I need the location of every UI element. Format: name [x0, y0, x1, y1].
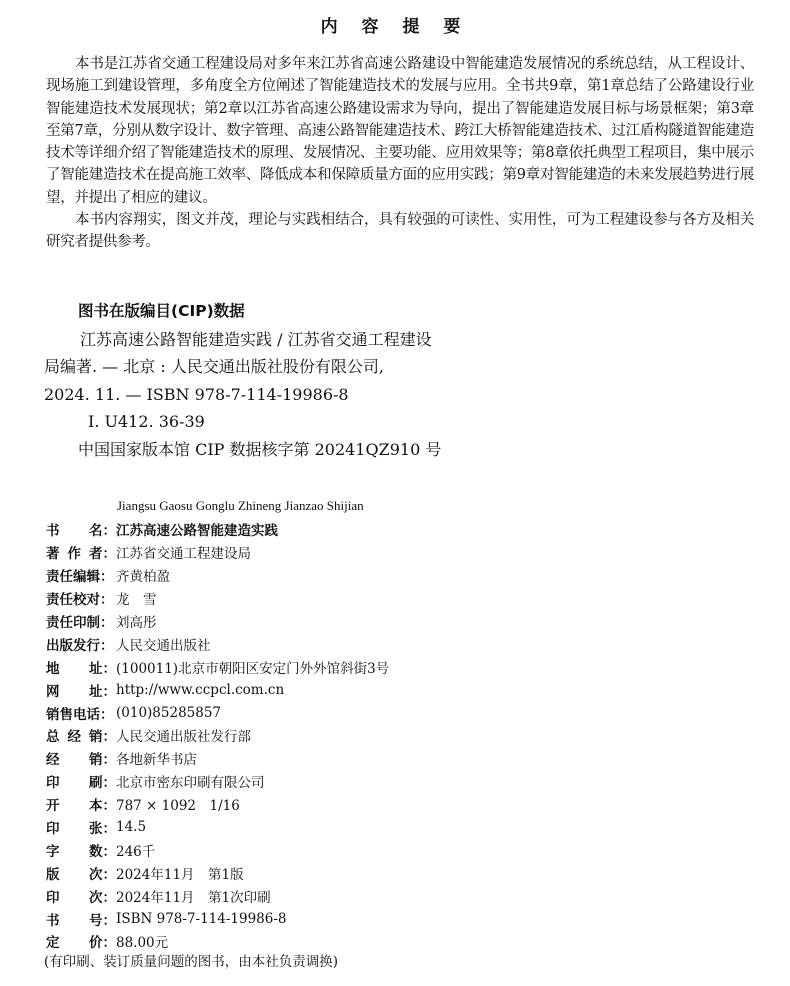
- info-row: [46, 838, 746, 861]
- info-label-part: 版: [46, 866, 60, 883]
- abstract-paragraph-2: 本书内容翔实，图文并茂，理论与实践相结合，具有较强的可读性、实用性，可为工程建设参与各方及相关研究者提供参考。: [46, 212, 754, 251]
- info-label: [46, 588, 116, 608]
- info-value: 江苏高速公路智能建造实践: [116, 523, 278, 540]
- info-row: [46, 770, 746, 793]
- info-value: ISBN 978-7-114-19986-8: [116, 910, 287, 927]
- info-label-part: 经: [46, 752, 60, 769]
- info-label: [46, 817, 116, 837]
- info-label-part: 网: [46, 683, 60, 700]
- info-label: [46, 931, 116, 951]
- cip-line: Ⅰ. U412. 36-39: [88, 412, 205, 431]
- info-value: 2024年11月 第1次印刷: [116, 889, 271, 906]
- info-label-part: 张：: [89, 821, 116, 838]
- info-label-part: 号：: [89, 912, 116, 929]
- info-label: [46, 725, 116, 745]
- info-label: [46, 748, 116, 768]
- info-row: [46, 884, 746, 907]
- info-label: [46, 863, 116, 883]
- info-row: [46, 907, 746, 930]
- info-label: [46, 909, 116, 929]
- info-label-part: 字: [46, 843, 60, 860]
- cip-block: [44, 298, 758, 463]
- info-label-part: 印: [46, 821, 60, 838]
- info-value: 2024年11月 第1版: [116, 866, 244, 883]
- info-label-part: 印: [46, 775, 60, 792]
- info-label-part: 著: [46, 546, 60, 563]
- info-label-part: 地: [46, 660, 60, 677]
- info-label-part: 本：: [89, 798, 116, 815]
- info-label-part: 责任编辑：: [46, 569, 114, 586]
- info-label-part: 刷：: [89, 775, 116, 792]
- info-row: [46, 678, 746, 701]
- info-label-part: 址：: [89, 683, 116, 700]
- info-label: [46, 794, 116, 814]
- abstract-paragraph-1: 本书是江苏省交通工程建设局对多年来江苏省高速公路建设中智能建造发展情况的系统总结，从工程设计、现场施工到建设管理，多角度全方位阐述了智能建造技术的发展与应用。全书共9章，第1章总结了公路建设行业智能建造技术发展现状；第2章以江苏省高速公路建设需求为导向，提出了智能建造发展目标与场景框架；第3章至第7章，分别从数字设计、数字管理、高速公路智能建造技术、跨江大桥智能建造技术、过江盾构隧道智能建造技术等详细介绍了智能建造技术的原理、发展情况、主要功能、应用效果等；第8章依托典型工程项目，集中展示了智能建造技术在提高施工效率、降低成本和保障质量方面的应用实践；第9章对智能建造的未来发展趋势进行展望，并提出了相应的建议。: [46, 56, 754, 206]
- info-label-part: 书: [46, 912, 60, 929]
- info-label-part: 经: [67, 729, 81, 746]
- info-label: [46, 771, 116, 791]
- cip-line: 中国国家版本馆 CIP 数据核字第 20241QZ910 号: [78, 439, 442, 459]
- cip-heading: 图书在版编目(CIP)数据: [78, 302, 245, 320]
- info-label-part: 次：: [89, 866, 116, 883]
- pinyin-title: Jiangsu Gaosu Gonglu Zhineng Jianzao Shijian: [117, 498, 364, 513]
- info-row: [46, 793, 746, 816]
- info-value: 龙 雪: [116, 592, 157, 609]
- info-label-part: 者：: [89, 546, 116, 563]
- info-label: [46, 703, 116, 723]
- info-row: [46, 632, 746, 655]
- info-row: [46, 655, 746, 678]
- info-label-part: 书: [46, 523, 60, 540]
- info-label-part: 印: [46, 889, 60, 906]
- info-label: [46, 611, 116, 631]
- cip-line: 江苏高速公路智能建造实践 / 江苏省交通工程建设: [80, 329, 432, 349]
- info-value: 246千: [116, 843, 156, 860]
- info-label-part: 销售电话：: [46, 706, 114, 723]
- info-value: 人民交通出版社: [116, 637, 211, 654]
- info-label: [46, 542, 116, 562]
- info-label-part: 销：: [89, 752, 116, 769]
- cip-line: 局编著. — 北京 : 人民交通出版社股份有限公司,: [44, 357, 384, 376]
- info-value: (010)85285857: [116, 704, 222, 721]
- info-label-part: 价：: [89, 935, 116, 952]
- info-row: [46, 587, 746, 610]
- info-row: [46, 861, 746, 884]
- info-label-part: 名：: [89, 523, 116, 540]
- publication-info: [46, 518, 746, 953]
- info-label-part: 址：: [89, 660, 116, 677]
- info-label: [46, 680, 116, 700]
- info-row: [46, 518, 746, 541]
- info-label-part: 次：: [89, 889, 116, 906]
- info-row: [46, 541, 746, 564]
- info-row: [46, 701, 746, 724]
- info-label-part: 数：: [89, 843, 116, 860]
- info-label: [46, 519, 116, 539]
- info-label-part: 责任校对：: [46, 592, 114, 609]
- info-value: http://www.ccpcl.com.cn: [116, 681, 285, 698]
- info-row: [46, 610, 746, 633]
- info-value: (100011)北京市朝阳区安定门外外馆斜街3号: [116, 660, 390, 677]
- info-label-part: 开: [46, 798, 60, 815]
- info-value: 14.5: [116, 819, 147, 836]
- info-row: [46, 816, 746, 839]
- info-label: [46, 634, 116, 654]
- info-value: 刘高彤: [116, 615, 157, 631]
- info-label-part: 定: [46, 935, 60, 952]
- info-label: [46, 886, 116, 906]
- info-label-part: 作: [67, 546, 81, 563]
- abstract: [46, 53, 754, 254]
- info-label-part: 出版发行：: [46, 637, 114, 654]
- info-value: 人民交通出版社发行部: [116, 729, 251, 746]
- info-label: [46, 840, 116, 860]
- info-row: [46, 564, 746, 587]
- info-label: [46, 565, 116, 585]
- info-label: [46, 657, 116, 677]
- info-value: 787 × 1092 1/16: [116, 798, 240, 815]
- info-row: [46, 724, 746, 747]
- info-value: 江苏省交通工程建设局: [116, 546, 251, 563]
- info-value: 88.00元: [116, 935, 169, 952]
- cip-line: 2024. 11. — ISBN 978-7-114-19986-8: [44, 384, 349, 404]
- quality-note: (有印刷、装订质量问题的图书，由本社负责调换): [44, 954, 339, 970]
- info-label-part: 销：: [89, 729, 116, 746]
- info-row: [46, 747, 746, 770]
- info-value: 北京市密东印刷有限公司: [116, 775, 265, 792]
- info-label-part: 责任印制：: [46, 615, 114, 631]
- page-title: 内 容 提 要: [320, 17, 470, 37]
- info-value: 齐黄柏盈: [116, 569, 170, 586]
- info-value: 各地新华书店: [116, 752, 197, 769]
- info-label-part: 总: [46, 729, 60, 746]
